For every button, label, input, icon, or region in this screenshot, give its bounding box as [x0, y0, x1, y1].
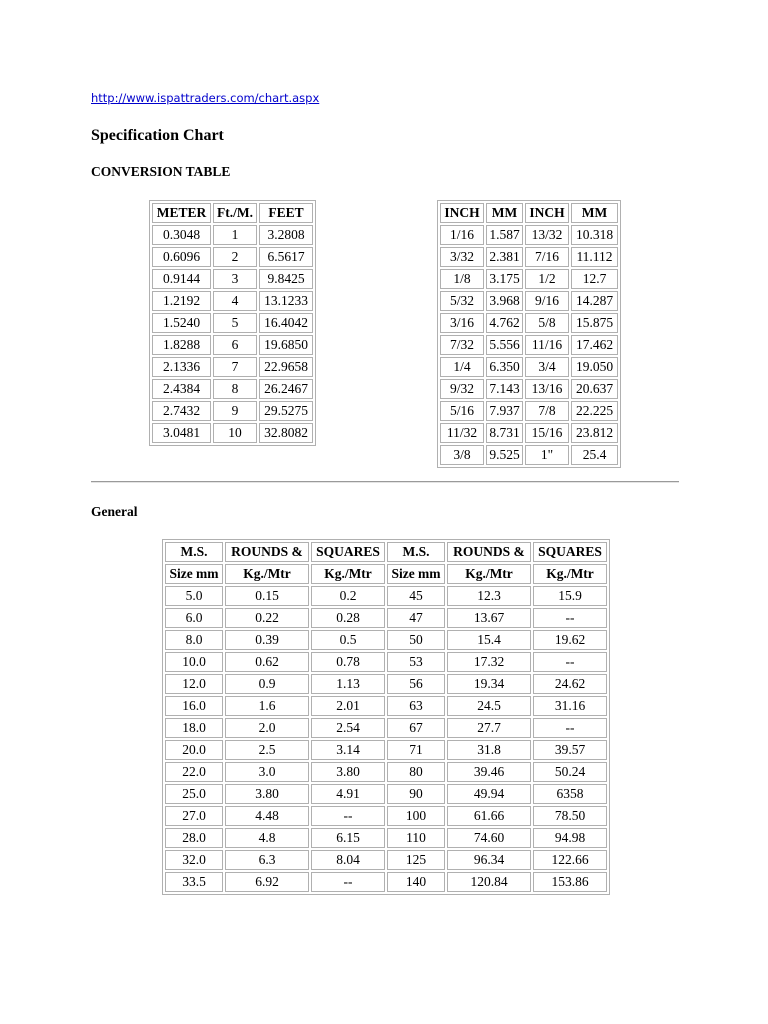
table-row [165, 586, 607, 606]
table-cell: 0.3048 [152, 225, 211, 245]
table-cell: 6.15 [311, 828, 385, 848]
table-cell: 8.04 [311, 850, 385, 870]
table-cell: 125 [387, 850, 445, 870]
table-cell: 13.1233 [259, 291, 313, 311]
table-row [152, 379, 313, 399]
table-cell: 9/32 [440, 379, 484, 399]
source-link[interactable]: http://www.ispattraders.com/chart.aspx [91, 91, 320, 105]
table-cell: 10.318 [571, 225, 618, 245]
header-cell: SQUARES [533, 542, 607, 562]
table-cell: 11.112 [571, 247, 618, 267]
table-cell: 2.01 [311, 696, 385, 716]
table-cell: 17.32 [447, 652, 531, 672]
table-cell: 19.050 [571, 357, 618, 377]
table-cell: 7/8 [525, 401, 569, 421]
table-row [165, 696, 607, 716]
table-row [440, 335, 618, 355]
header-row [440, 203, 618, 223]
table-cell: 6.3 [225, 850, 309, 870]
table-cell: 25.4 [571, 445, 618, 465]
table-cell: 20.0 [165, 740, 223, 760]
table-cell: 19.6850 [259, 335, 313, 355]
table-cell: 71 [387, 740, 445, 760]
header-cell: Size mm [387, 564, 445, 584]
table-cell: -- [533, 608, 607, 628]
table-cell: 3.2808 [259, 225, 313, 245]
table-cell: 90 [387, 784, 445, 804]
table-cell: 3.968 [486, 291, 523, 311]
table-cell: 1/8 [440, 269, 484, 289]
table-row [165, 828, 607, 848]
table-row [152, 335, 313, 355]
table-cell: 22.225 [571, 401, 618, 421]
table-cell: 32.0 [165, 850, 223, 870]
horizontal-divider [91, 481, 679, 483]
table-cell: -- [533, 652, 607, 672]
table-cell: 49.94 [447, 784, 531, 804]
table-cell: 9.8425 [259, 269, 313, 289]
table-cell: 9 [213, 401, 257, 421]
table-cell: 23.812 [571, 423, 618, 443]
table-cell: 3.0481 [152, 423, 211, 443]
table-cell: 6.92 [225, 872, 309, 892]
table-cell: 17.462 [571, 335, 618, 355]
table-cell: 0.78 [311, 652, 385, 672]
table-cell: 3.80 [225, 784, 309, 804]
table-row [152, 313, 313, 333]
table-row [152, 225, 313, 245]
table-row [440, 357, 618, 377]
table-cell: 3/16 [440, 313, 484, 333]
table-row [440, 225, 618, 245]
table-cell: 3/32 [440, 247, 484, 267]
table-cell: 0.39 [225, 630, 309, 650]
table-cell: 1.6 [225, 696, 309, 716]
table-cell: 7/32 [440, 335, 484, 355]
table-cell: 63 [387, 696, 445, 716]
table-cell: 140 [387, 872, 445, 892]
table-cell: 15.4 [447, 630, 531, 650]
table-cell: 15/16 [525, 423, 569, 443]
table-cell: 3/8 [440, 445, 484, 465]
table-cell: 96.34 [447, 850, 531, 870]
general-weights-table [162, 539, 610, 895]
table-row [165, 608, 607, 628]
table-cell: 5/16 [440, 401, 484, 421]
table-cell: 9.525 [486, 445, 523, 465]
table-cell: 16.4042 [259, 313, 313, 333]
table-cell: 2 [213, 247, 257, 267]
table-row [440, 445, 618, 465]
table-cell: 22.0 [165, 762, 223, 782]
table-cell: 11/16 [525, 335, 569, 355]
table-cell: 8 [213, 379, 257, 399]
table-row [152, 357, 313, 377]
table-cell: 6358 [533, 784, 607, 804]
conversion-heading: CONVERSION TABLE [91, 164, 231, 179]
table-cell: 12.7 [571, 269, 618, 289]
table-cell: 2.4384 [152, 379, 211, 399]
table-cell: 1" [525, 445, 569, 465]
table-cell: 20.637 [571, 379, 618, 399]
table-cell: 3.175 [486, 269, 523, 289]
header-row [165, 542, 607, 562]
table-cell: 56 [387, 674, 445, 694]
table-row [440, 269, 618, 289]
table-cell: 3.14 [311, 740, 385, 760]
table-cell: 80 [387, 762, 445, 782]
table-cell: 24.5 [447, 696, 531, 716]
table-cell: 29.5275 [259, 401, 313, 421]
table-cell: 1.2192 [152, 291, 211, 311]
table-row [152, 423, 313, 443]
table-cell: 2.54 [311, 718, 385, 738]
table-cell: 1.13 [311, 674, 385, 694]
table-cell: 0.9 [225, 674, 309, 694]
header-cell: INCH [525, 203, 569, 223]
table-cell: 0.2 [311, 586, 385, 606]
table-row [152, 247, 313, 267]
table-cell: 5/32 [440, 291, 484, 311]
header-cell: FEET [259, 203, 313, 223]
table-cell: 0.22 [225, 608, 309, 628]
table-cell: 26.2467 [259, 379, 313, 399]
table-cell: 9/16 [525, 291, 569, 311]
table-cell: 8.731 [486, 423, 523, 443]
header-cell: MM [571, 203, 618, 223]
table-cell: 1/16 [440, 225, 484, 245]
table-cell: 13/32 [525, 225, 569, 245]
page-title: Specification Chart [91, 127, 224, 144]
table-cell: 32.8082 [259, 423, 313, 443]
table-cell: 0.28 [311, 608, 385, 628]
table-cell: -- [533, 718, 607, 738]
table-cell: 33.5 [165, 872, 223, 892]
table-row [165, 806, 607, 826]
table-cell: 19.62 [533, 630, 607, 650]
table-cell: 13/16 [525, 379, 569, 399]
table-cell: 67 [387, 718, 445, 738]
table-cell: 24.62 [533, 674, 607, 694]
table-cell: 3 [213, 269, 257, 289]
table-row [165, 674, 607, 694]
header-cell: Kg./Mtr [533, 564, 607, 584]
table-row [165, 718, 607, 738]
table-row [165, 762, 607, 782]
table-cell: 12.3 [447, 586, 531, 606]
table-cell: 94.98 [533, 828, 607, 848]
table-cell: 11/32 [440, 423, 484, 443]
table-cell: 6.5617 [259, 247, 313, 267]
table-cell: 3.0 [225, 762, 309, 782]
table-cell: 19.34 [447, 674, 531, 694]
header-cell: Kg./Mtr [225, 564, 309, 584]
table-row [152, 401, 313, 421]
table-cell: 153.86 [533, 872, 607, 892]
table-cell: 39.57 [533, 740, 607, 760]
table-row [165, 872, 607, 892]
table-cell: 4.48 [225, 806, 309, 826]
header-cell: INCH [440, 203, 484, 223]
table-cell: 6.0 [165, 608, 223, 628]
table-cell: 78.50 [533, 806, 607, 826]
table-cell: -- [311, 806, 385, 826]
table-cell: 6 [213, 335, 257, 355]
table-cell: 3/4 [525, 357, 569, 377]
table-cell: 31.8 [447, 740, 531, 760]
table-cell: 5.0 [165, 586, 223, 606]
table-cell: 4.91 [311, 784, 385, 804]
table-cell: 5/8 [525, 313, 569, 333]
table-row [152, 269, 313, 289]
table-cell: 1/2 [525, 269, 569, 289]
table-cell: 122.66 [533, 850, 607, 870]
table-cell: 7.143 [486, 379, 523, 399]
table-cell: 3.80 [311, 762, 385, 782]
general-heading: General [91, 504, 138, 519]
table-cell: 110 [387, 828, 445, 848]
table-cell: 1.8288 [152, 335, 211, 355]
table-cell: 7 [213, 357, 257, 377]
table-row [165, 850, 607, 870]
table-cell: 4.762 [486, 313, 523, 333]
table-cell: 53 [387, 652, 445, 672]
table-cell: 0.5 [311, 630, 385, 650]
table-cell: 1.587 [486, 225, 523, 245]
table-row [165, 784, 607, 804]
table-cell: 5.556 [486, 335, 523, 355]
table-cell: 6.350 [486, 357, 523, 377]
table-row [440, 247, 618, 267]
table-cell: 13.67 [447, 608, 531, 628]
table-cell: 27.0 [165, 806, 223, 826]
table-row [165, 652, 607, 672]
table-cell: 50 [387, 630, 445, 650]
table-cell: 2.381 [486, 247, 523, 267]
table-cell: 22.9658 [259, 357, 313, 377]
header-cell: ROUNDS & [447, 542, 531, 562]
table-cell: 14.287 [571, 291, 618, 311]
table-row [440, 313, 618, 333]
inch-mm-table [437, 200, 621, 468]
header-row [152, 203, 313, 223]
table-cell: 16.0 [165, 696, 223, 716]
header-cell: SQUARES [311, 542, 385, 562]
table-cell: 39.46 [447, 762, 531, 782]
table-cell: 10.0 [165, 652, 223, 672]
header-row [165, 564, 607, 584]
header-cell: Size mm [165, 564, 223, 584]
table-cell: 25.0 [165, 784, 223, 804]
table-cell: 4.8 [225, 828, 309, 848]
table-cell: 0.6096 [152, 247, 211, 267]
table-cell: 10 [213, 423, 257, 443]
table-row [440, 379, 618, 399]
table-cell: 15.9 [533, 586, 607, 606]
table-cell: 47 [387, 608, 445, 628]
table-cell: 12.0 [165, 674, 223, 694]
header-cell: M.S. [165, 542, 223, 562]
table-cell: 2.5 [225, 740, 309, 760]
table-cell: 100 [387, 806, 445, 826]
table-cell: 8.0 [165, 630, 223, 650]
table-cell: 15.875 [571, 313, 618, 333]
table-row [165, 740, 607, 760]
table-cell: -- [311, 872, 385, 892]
table-cell: 120.84 [447, 872, 531, 892]
table-row [165, 630, 607, 650]
table-cell: 61.66 [447, 806, 531, 826]
header-cell: M.S. [387, 542, 445, 562]
header-cell: ROUNDS & [225, 542, 309, 562]
table-cell: 2.1336 [152, 357, 211, 377]
table-cell: 1.5240 [152, 313, 211, 333]
table-cell: 7/16 [525, 247, 569, 267]
table-cell: 0.62 [225, 652, 309, 672]
header-cell: MM [486, 203, 523, 223]
table-cell: 28.0 [165, 828, 223, 848]
table-cell: 4 [213, 291, 257, 311]
table-cell: 1/4 [440, 357, 484, 377]
table-row [440, 401, 618, 421]
table-cell: 27.7 [447, 718, 531, 738]
table-cell: 0.9144 [152, 269, 211, 289]
table-cell: 5 [213, 313, 257, 333]
table-cell: 74.60 [447, 828, 531, 848]
table-row [152, 291, 313, 311]
table-cell: 45 [387, 586, 445, 606]
table-cell: 7.937 [486, 401, 523, 421]
table-cell: 2.7432 [152, 401, 211, 421]
table-cell: 18.0 [165, 718, 223, 738]
header-cell: Kg./Mtr [447, 564, 531, 584]
table-cell: 50.24 [533, 762, 607, 782]
header-cell: Ft./M. [213, 203, 257, 223]
table-row [440, 423, 618, 443]
table-row [440, 291, 618, 311]
table-cell: 0.15 [225, 586, 309, 606]
meter-feet-table [149, 200, 316, 446]
table-cell: 2.0 [225, 718, 309, 738]
header-cell: Kg./Mtr [311, 564, 385, 584]
table-cell: 1 [213, 225, 257, 245]
header-cell: METER [152, 203, 211, 223]
table-cell: 31.16 [533, 696, 607, 716]
